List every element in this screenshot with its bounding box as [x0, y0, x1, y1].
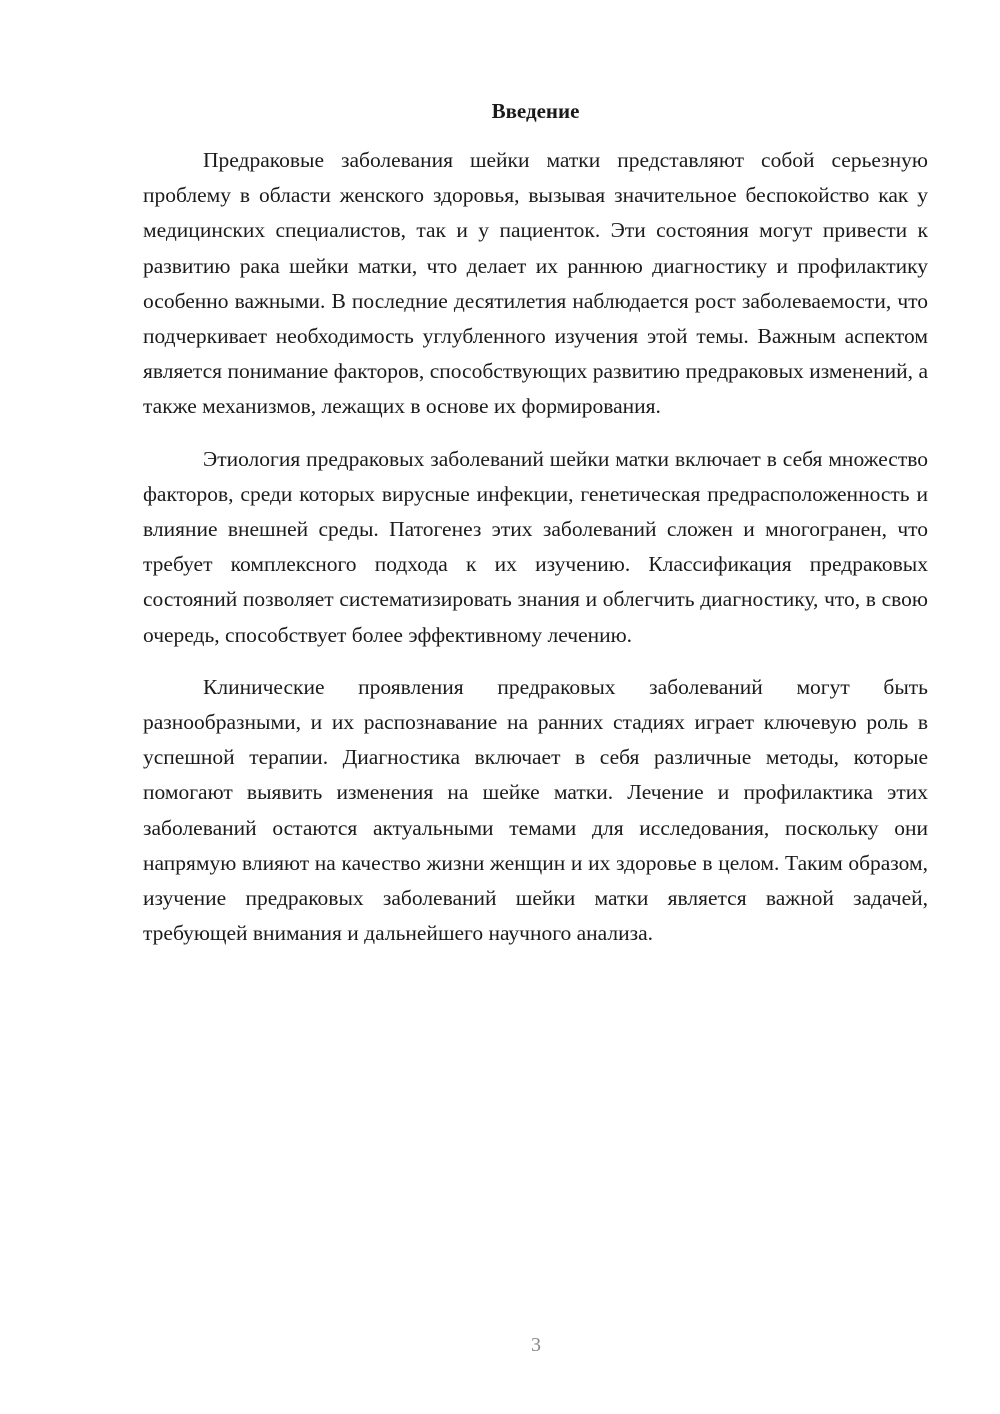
paragraph-etiology: Этиология предраковых заболеваний шейки матки включает в себя множество факторов, среди которых вирусные инфекции, генетическая предрасположенность и влияние внешней среды. Патогенез этих заболеваний сложен и многогранен, что требует комплексного подхода к их изучению. Классификация предраковых состояний позволяет систематизировать знания и облегчить диагностику, что, в свою очередь, способствует более эффективному лечению. — [143, 446, 928, 647]
paragraph-clinical: Клинические проявления предраковых заболеваний могут быть разнообразными, и их распознавание на ранних стадиях играет ключевую роль в успешной терапии. Диагностика включает в себя различные методы, которые помогают выявить изменения на шейке матки. Лечение и профилактика этих заболеваний остаются актуальными темами для исследования, поскольку они напрямую влияют на качество жизни женщин и их здоровье в целом. Таким образом, изучение предраковых заболеваний шейки матки является важной задачей, требующей внимания и дальнейшего научного анализа. — [143, 674, 928, 946]
document-body — [143, 97, 928, 951]
page-number: 3 — [531, 1334, 541, 1356]
section-heading: Введение — [491, 99, 580, 123]
paragraph-introduction: Предраковые заболевания шейки матки представляют собой серьезную проблему в области женского здоровья, вызывая значительное беспокойство как у медицинских специалистов, так и у пациенток. Эти состояния могут привести к развитию рака шейки матки, что делает их раннюю диагностику и профилактику особенно важными. В последние десятилетия наблюдается рост заболеваемости, что подчеркивает необходимость углубленного изучения этой темы. Важным аспектом является понимание факторов, способствующих развитию предраковых изменений, а также механизмов, лежащих в основе их формирования. — [143, 148, 928, 419]
